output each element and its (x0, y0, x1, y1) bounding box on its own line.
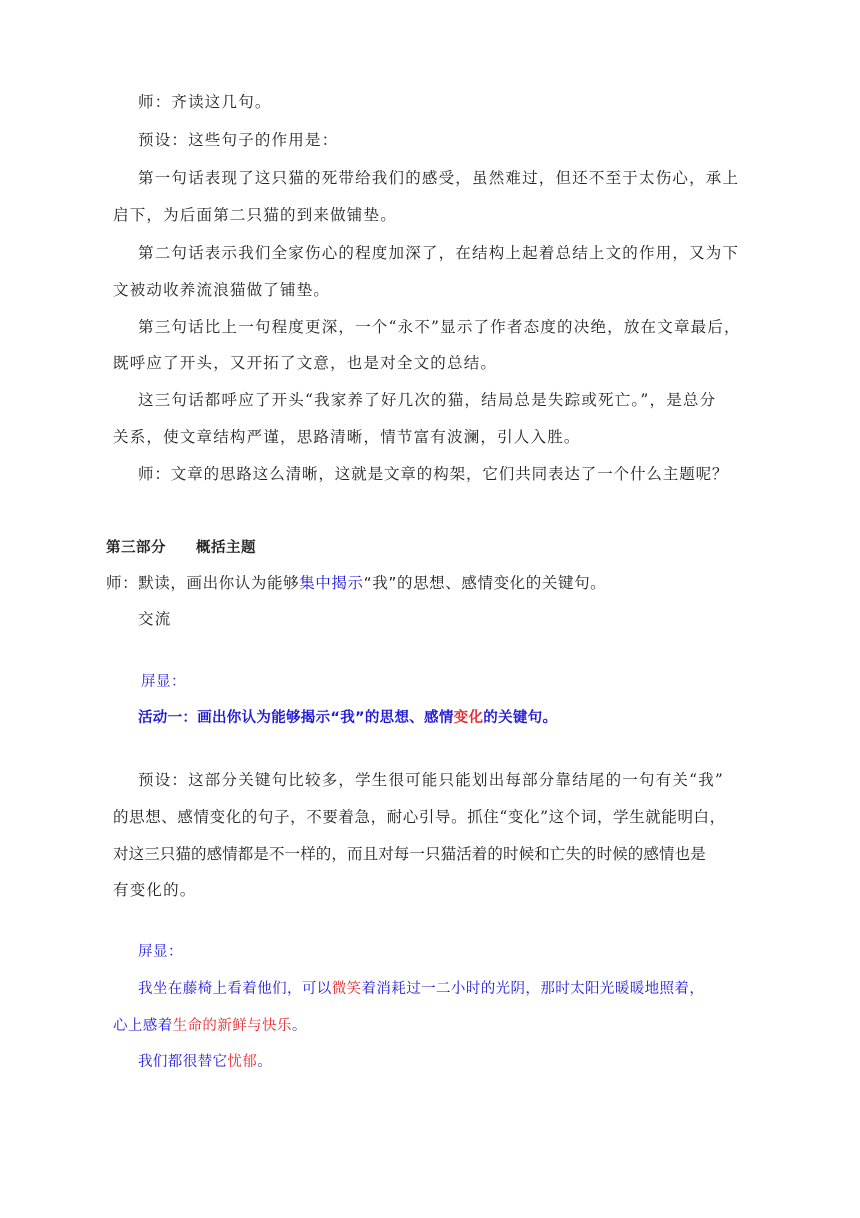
screen-display-label-2: 屏显： (138, 944, 183, 960)
activity-text-b: 的关键句。 (483, 710, 558, 726)
paragraph-third-sentence: 第三句话比上一句程度更深，一个“永不”显示了作者态度的决绝，放在文章最后， (138, 318, 741, 336)
exchange-label: 交流 (138, 610, 172, 628)
quote-1-text-a: 我坐在藤椅上看着他们，可以 (138, 981, 332, 997)
quote-3-end: 。 (257, 1054, 273, 1070)
activity-one (138, 706, 557, 730)
quote-2-end: 。 (291, 1018, 307, 1034)
teacher-question: 师：文章的思路这么清晰，这就是文章的构架，它们共同表达了一个什么主题呢？ (138, 465, 729, 483)
section-title: 第三部分 概括主题 (106, 540, 256, 556)
quote-1-text-b: 着消耗过一二小时的光阴，那时太阳光暖暖地照着， (361, 981, 705, 997)
instruction-highlight: 集中揭示 (299, 574, 364, 592)
instruction-prefix: 师：默读，画出你认为能够 (106, 574, 300, 592)
paragraph-second-sentence-cont: 文被动收养流浪猫做了铺垫。 (113, 281, 331, 299)
paragraph-summary: 这三句话都呼应了开头“我家养了好几次的猫，结局总是失踪或死亡。”，是总分 (138, 391, 717, 409)
paragraph-third-sentence-cont: 既呼应了开头，又开拓了文意，也是对全文的总结。 (113, 354, 498, 372)
preset-2-line-3: 对这三只猫的感情都是不一样的，而且对每一只猫活着的时候和亡失的时候的感情也是 (113, 845, 706, 863)
paragraph-first-sentence: 第一句话表现了这只猫的死带给我们的感受，虽然难过，但还不至于太伤心，承上 (138, 169, 740, 187)
preset-2-line-1: 预设：这部分关键句比较多，学生很可能只能划出每部分靠结尾的一句有关“我” (138, 771, 725, 789)
activity-highlight-change: 变化 (453, 710, 484, 726)
instruction-rest: “我”的思想、感情变化的关键句。 (363, 574, 607, 592)
quote-line-2 (113, 1014, 307, 1038)
paragraph-summary-cont: 关系，使文章结构严谨，思路清晰，情节富有波澜，引人入胜。 (113, 428, 581, 446)
quote-line-1 (138, 977, 704, 1001)
paragraph-first-sentence-cont: 启下，为后面第二只猫的到来做铺垫。 (113, 206, 397, 224)
preset-2-line-4: 有变化的。 (113, 881, 197, 899)
quote-2-text-a: 心上感着 (113, 1018, 173, 1034)
paragraph-second-sentence: 第二句话表示我们全家伤心的程度加深了，在结构上起着总结上文的作用，又为下 (138, 244, 740, 262)
quote-1-highlight-smile: 微笑 (331, 981, 362, 997)
section-instruction (106, 571, 606, 595)
preset-line: 预设：这些句子的作用是： (138, 131, 339, 149)
preset-2-line-2: 的思想、感情变化的句子，不要着急，耐心引导。抓住“变化”这个词，学生就能明白， (113, 808, 726, 826)
activity-text-a: 活动一：画出你认为能够揭示“我”的思想、感情 (138, 710, 454, 726)
quote-2-highlight: 生命的新鲜与快乐 (172, 1018, 292, 1034)
quote-3-text-a: 我们都很替它 (138, 1054, 228, 1070)
screen-display-label-1: 屏显： (141, 674, 186, 690)
quote-line-3 (138, 1050, 272, 1074)
quote-3-highlight-worry: 忧郁 (227, 1054, 258, 1070)
teacher-line-read: 师：齐读这几句。 (138, 93, 272, 111)
